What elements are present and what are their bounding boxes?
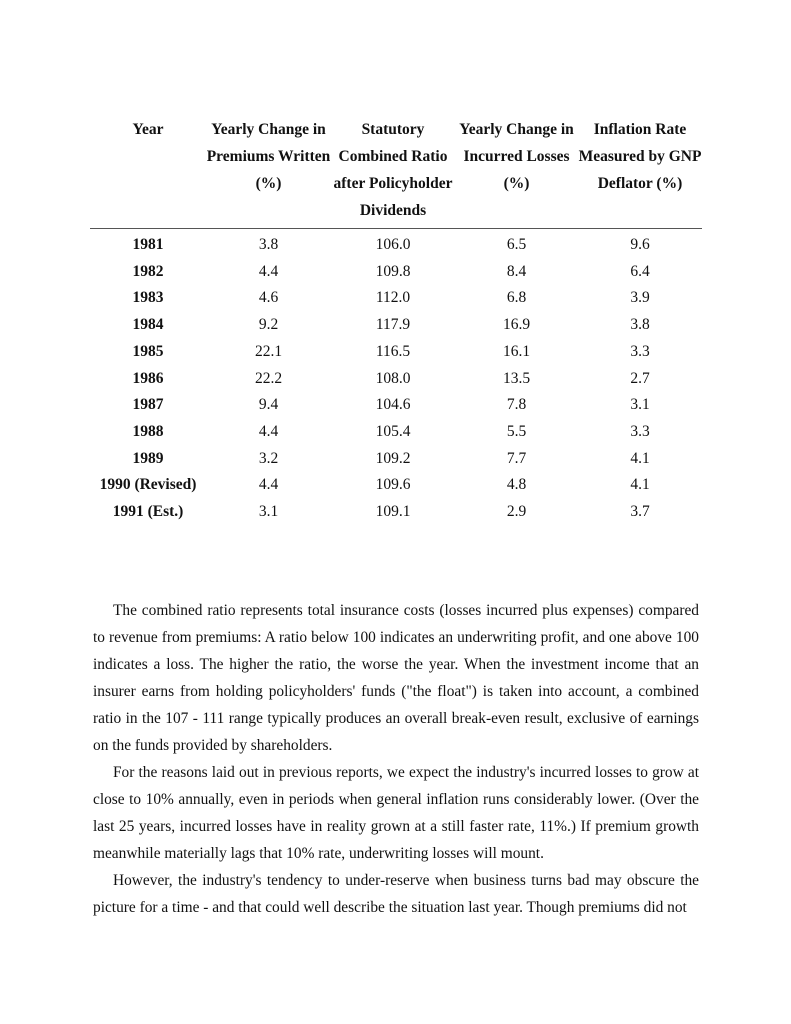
cell-inflation: 4.1 bbox=[630, 449, 650, 467]
table-header-row bbox=[90, 116, 702, 229]
table-row bbox=[90, 366, 702, 393]
table-row bbox=[90, 472, 702, 499]
cell-ratio: 109.2 bbox=[375, 449, 411, 467]
table-row bbox=[90, 229, 702, 259]
table-body bbox=[90, 229, 702, 526]
cell-year: 1984 bbox=[132, 316, 164, 334]
cell-year: 1981 bbox=[132, 236, 164, 253]
paragraph: The combined ratio represents total insurance costs (losses incurred plus expenses) compared to revenue from premiums: A ratio below 100 indicates an underwriting profit, and one above 100 indicates a loss. The higher the ratio, the worse the year. When the investment income that an insurer earns from holding policyholders' funds ("the float") is taken into account, a combined ratio in the 107 - 111 range typically produces an overall break-even result, exclusive of earnings on the funds provided by shareholders. bbox=[93, 602, 699, 754]
cell-ratio: 109.1 bbox=[375, 503, 411, 521]
cell-inflation: 4.1 bbox=[630, 476, 650, 494]
cell-inflation: 6.4 bbox=[630, 262, 650, 280]
cell-year: 1985 bbox=[132, 342, 164, 360]
cell-ratio: 116.5 bbox=[375, 342, 411, 360]
cell-year: 1983 bbox=[132, 289, 164, 307]
table-row bbox=[90, 392, 702, 419]
cell-ratio: 109.8 bbox=[375, 262, 411, 280]
cell-ratio: 117.9 bbox=[375, 316, 411, 334]
cell-ratio: 106.0 bbox=[375, 236, 411, 253]
table-row bbox=[90, 499, 702, 526]
cell-inflation: 9.6 bbox=[630, 236, 650, 253]
cell-premiums: 4.4 bbox=[258, 476, 279, 494]
cell-ratio: 109.6 bbox=[375, 476, 411, 494]
cell-ratio: 105.4 bbox=[375, 422, 411, 440]
cell-premiums: 4.6 bbox=[258, 289, 279, 307]
header-combined-ratio: Statutory Combined Ratio after Policyholder Dividends bbox=[331, 116, 455, 229]
cell-premiums: 4.4 bbox=[258, 262, 279, 280]
cell-losses: 5.5 bbox=[506, 422, 527, 440]
cell-year: 1991 (Est.) bbox=[112, 503, 184, 521]
cell-losses: 6.8 bbox=[506, 289, 527, 307]
cell-ratio: 112.0 bbox=[375, 289, 411, 307]
cell-losses: 7.8 bbox=[506, 396, 527, 414]
cell-premiums: 3.2 bbox=[258, 449, 279, 467]
cell-losses: 7.7 bbox=[506, 449, 527, 467]
table-row bbox=[90, 446, 702, 473]
header-inflation: Inflation Rate Measured by GNP Deflator (%) bbox=[578, 116, 702, 229]
cell-losses: 2.9 bbox=[506, 503, 527, 521]
cell-year: 1986 bbox=[132, 369, 164, 387]
cell-premiums: 9.4 bbox=[258, 396, 279, 414]
insurance-industry-table bbox=[90, 116, 702, 526]
cell-ratio: 104.6 bbox=[375, 396, 411, 414]
cell-year: 1989 bbox=[132, 449, 164, 467]
cell-inflation: 3.3 bbox=[630, 342, 650, 360]
cell-premiums: 3.1 bbox=[258, 503, 279, 521]
cell-ratio: 108.0 bbox=[375, 369, 411, 387]
table-row bbox=[90, 285, 702, 312]
cell-premiums: 22.2 bbox=[254, 369, 283, 387]
cell-inflation: 3.3 bbox=[630, 422, 650, 440]
cell-losses: 4.8 bbox=[506, 476, 527, 494]
cell-inflation: 3.8 bbox=[630, 316, 650, 334]
cell-premiums: 3.8 bbox=[258, 236, 279, 253]
cell-losses: 13.5 bbox=[502, 369, 531, 387]
table-row bbox=[90, 312, 702, 339]
cell-inflation: 3.7 bbox=[630, 503, 650, 521]
cell-losses: 8.4 bbox=[506, 262, 527, 280]
cell-losses: 6.5 bbox=[506, 236, 527, 253]
cell-losses: 16.1 bbox=[502, 342, 531, 360]
cell-year: 1987 bbox=[132, 396, 164, 414]
cell-premiums: 4.4 bbox=[258, 422, 279, 440]
table-row bbox=[90, 419, 702, 446]
header-premiums: Yearly Change in Premiums Written (%) bbox=[206, 116, 331, 229]
cell-year: 1982 bbox=[132, 262, 164, 280]
cell-inflation: 2.7 bbox=[630, 369, 650, 387]
cell-year: 1990 (Revised) bbox=[99, 476, 197, 494]
table-row bbox=[90, 339, 702, 366]
table-row bbox=[90, 259, 702, 286]
header-year: Year bbox=[90, 116, 206, 229]
cell-premiums: 22.1 bbox=[254, 342, 283, 360]
body-text bbox=[93, 597, 699, 921]
cell-premiums: 9.2 bbox=[258, 316, 279, 334]
cell-losses: 16.9 bbox=[502, 316, 531, 334]
paragraph: For the reasons laid out in previous reports, we expect the industry's incurred losses to grow at close to 10% annually, even in periods when general inflation runs considerably lower. (Over the last 25 years, incurred losses have in reality grown at a still faster rate, 11%.) If premium growth meanwhile materially lags that 10% rate, underwriting losses will mount. bbox=[93, 764, 699, 862]
cell-inflation: 3.9 bbox=[630, 289, 650, 307]
header-incurred-losses: Yearly Change in Incurred Losses (%) bbox=[455, 116, 578, 229]
cell-inflation: 3.1 bbox=[630, 396, 650, 414]
paragraph: However, the industry's tendency to under-reserve when business turns bad may obscure the picture for a time - and that could well describe the situation last year. Though premiums did not bbox=[93, 872, 699, 916]
cell-year: 1988 bbox=[132, 422, 164, 440]
